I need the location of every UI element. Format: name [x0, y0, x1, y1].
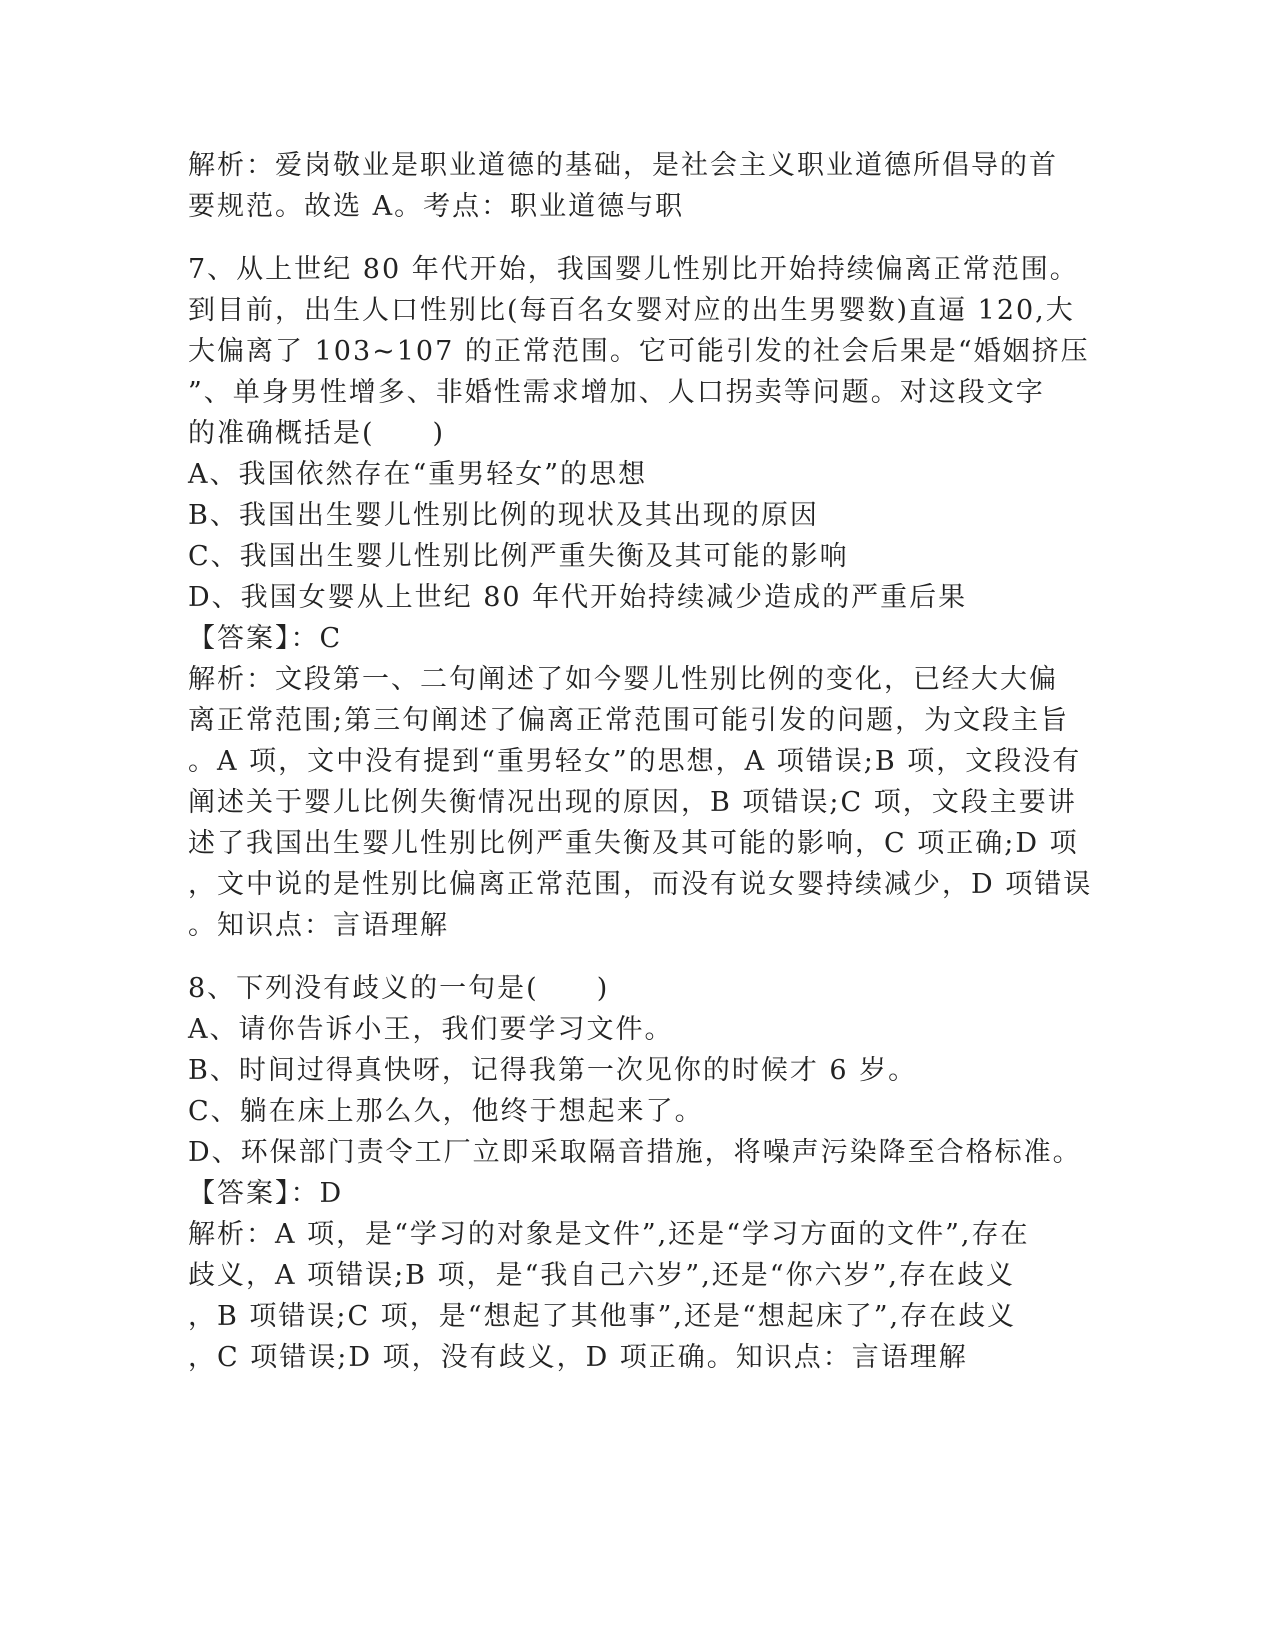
- q7-stem-line: 到目前，出生人口性别比(每百名女婴对应的出生男婴数)直逼 120,大: [188, 295, 1075, 326]
- q7-analysis-line: 。知识点：言语理解: [188, 910, 449, 941]
- q8-analysis-line: ，C 项错误;D 项，没有歧义，D 项正确。知识点：言语理解: [188, 1342, 968, 1373]
- q7-analysis-line: ，文中说的是性别比偏离正常范围，而没有说女婴持续减少，D 项错误: [188, 869, 1093, 900]
- document-page: [188, 145, 1093, 1378]
- q8-answer: 【答案】：D: [188, 1178, 344, 1209]
- q8-option-d: D、环保部门责令工厂立即采取隔音措施，将噪声污染降至合格标准。: [188, 1137, 1082, 1168]
- question-7: [188, 249, 1093, 946]
- q8-analysis-line: 解析：A 项，是“学习的对象是文件”,还是“学习方面的文件”,存在: [188, 1219, 1030, 1250]
- q7-answer: 【答案】：C: [188, 623, 343, 654]
- q8-stem-line: 8、下列没有歧义的一句是( ): [188, 973, 610, 1004]
- q7-analysis-line: 述了我国出生婴儿性别比例严重失衡及其可能的影响，C 项正确;D 项: [188, 828, 1079, 859]
- q7-stem-line: ”、单身男性增多、非婚性需求增加、人口拐卖等问题。对这段文字: [188, 377, 1045, 408]
- q7-analysis-line: 解析：文段第一、二句阐述了如今婴儿性别比例的变化，已经大大偏: [188, 664, 1058, 695]
- q7-stem-line: 大偏离了 103~107 的正常范围。它可能引发的社会后果是“婚姻挤压: [188, 336, 1090, 367]
- q7-option-d: D、我国女婴从上世纪 80 年代开始持续减少造成的严重后果: [188, 582, 968, 613]
- q8-option-c: C、躺在床上那么久，他终于想起来了。: [188, 1096, 704, 1127]
- q7-option-b: B、我国出生婴儿性别比例的现状及其出现的原因: [188, 500, 819, 531]
- q6-analysis: [188, 145, 1088, 227]
- section-gap: [188, 946, 1088, 968]
- q8-analysis-line: ，B 项错误;C 项，是“想起了其他事”,还是“想起床了”,存在歧义: [188, 1301, 1017, 1332]
- q7-stem-line: 7、从上世纪 80 年代开始，我国婴儿性别比开始持续偏离正常范围。: [188, 254, 1079, 285]
- section-gap: [188, 227, 1088, 249]
- q8-analysis-line: 歧义，A 项错误;B 项，是“我自己六岁”,还是“你六岁”,存在歧义: [188, 1260, 1015, 1291]
- q6-analysis-line: 要规范。故选 A。考点：职业道德与职: [188, 191, 685, 222]
- q6-analysis-line: 解析：爱岗敬业是职业道德的基础，是社会主义职业道德所倡导的首: [188, 150, 1058, 181]
- q8-option-b: B、时间过得真快呀，记得我第一次见你的时候才 6 岁。: [188, 1055, 918, 1086]
- q8-option-a: A、请你告诉小王，我们要学习文件。: [188, 1014, 674, 1045]
- q7-analysis-line: 。A 项，文中没有提到“重男轻女”的思想，A 项错误;B 项，文段没有: [188, 746, 1082, 777]
- q7-analysis-line: 离正常范围;第三句阐述了偏离正常范围可能引发的问题，为文段主旨: [188, 705, 1070, 736]
- q7-analysis-line: 阐述关于婴儿比例失衡情况出现的原因，B 项错误;C 项，文段主要讲: [188, 787, 1077, 818]
- q7-stem-line: 的准确概括是( ): [188, 418, 446, 449]
- question-8: [188, 968, 1088, 1378]
- q7-option-a: A、我国依然存在“重男轻女”的思想: [188, 459, 648, 490]
- q7-option-c: C、我国出生婴儿性别比例严重失衡及其可能的影响: [188, 541, 849, 572]
